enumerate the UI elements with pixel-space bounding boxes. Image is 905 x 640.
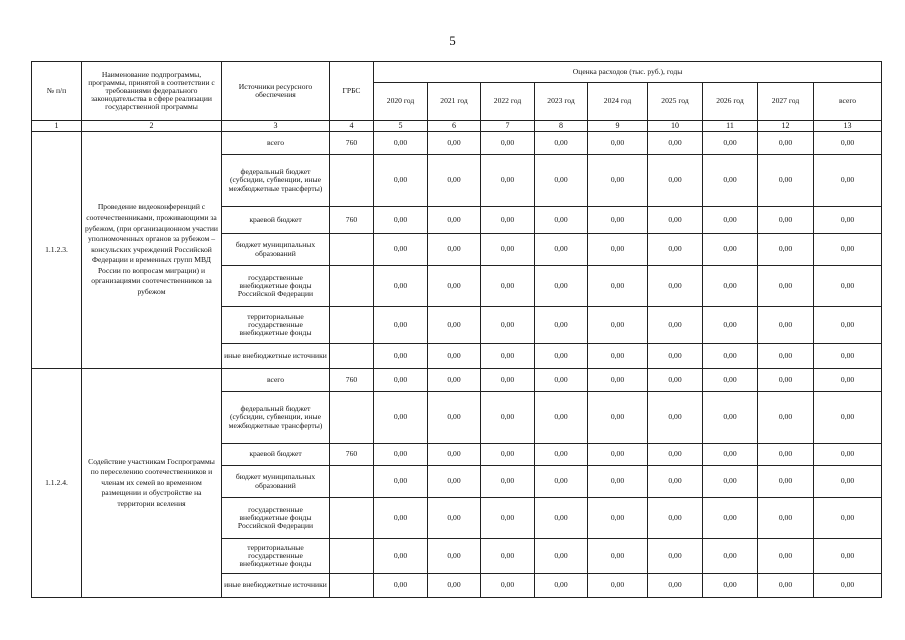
expense-value: 0,00 — [814, 307, 882, 344]
expense-value: 0,00 — [814, 444, 882, 466]
column-index: 11 — [703, 121, 758, 132]
expense-value: 0,00 — [703, 155, 758, 207]
funding-source: всего — [222, 132, 330, 155]
grbs-code — [330, 234, 374, 266]
expense-value: 0,00 — [428, 344, 481, 369]
expense-value: 0,00 — [481, 539, 535, 574]
item-number: 1.1.2.3. — [32, 132, 82, 369]
expense-value: 0,00 — [481, 266, 535, 307]
expense-value: 0,00 — [588, 234, 648, 266]
expense-value: 0,00 — [428, 266, 481, 307]
expense-value: 0,00 — [481, 207, 535, 234]
expense-value: 0,00 — [814, 369, 882, 392]
column-index: 12 — [758, 121, 814, 132]
expense-value: 0,00 — [814, 344, 882, 369]
expense-value: 0,00 — [703, 444, 758, 466]
expense-value: 0,00 — [374, 539, 428, 574]
grbs-code — [330, 392, 374, 444]
expense-value: 0,00 — [814, 574, 882, 598]
expense-value: 0,00 — [374, 207, 428, 234]
column-index-row — [32, 121, 882, 132]
grbs-code: 760 — [330, 132, 374, 155]
expense-value: 0,00 — [758, 466, 814, 498]
expense-value: 0,00 — [703, 498, 758, 539]
column-index: 6 — [428, 121, 481, 132]
funding-source: государственные внебюджетные фонды Российской Федерации — [222, 498, 330, 539]
expense-value: 0,00 — [758, 234, 814, 266]
expense-value: 0,00 — [374, 466, 428, 498]
header-grbs: ГРБС — [330, 62, 374, 121]
funding-source: иные внебюджетные источники — [222, 344, 330, 369]
expense-value: 0,00 — [535, 266, 588, 307]
column-index: 9 — [588, 121, 648, 132]
expense-value: 0,00 — [535, 392, 588, 444]
expense-value: 0,00 — [428, 539, 481, 574]
expense-value: 0,00 — [481, 444, 535, 466]
expense-value: 0,00 — [648, 392, 703, 444]
item-name: Содействие участникам Госпрограммы по переселению соотечественников и членам их семей во временном размещении и обустройстве на территории вселения — [82, 369, 222, 598]
expense-value: 0,00 — [814, 234, 882, 266]
expense-value: 0,00 — [648, 207, 703, 234]
expense-value: 0,00 — [481, 498, 535, 539]
table-row — [32, 132, 882, 155]
funding-source: федеральный бюджет (субсидии, субвенции, иные межбюджетные трансферты) — [222, 392, 330, 444]
expense-value: 0,00 — [648, 444, 703, 466]
column-index: 7 — [481, 121, 535, 132]
expense-value: 0,00 — [758, 444, 814, 466]
grbs-code — [330, 574, 374, 598]
expense-value: 0,00 — [535, 444, 588, 466]
column-index: 10 — [648, 121, 703, 132]
header-year-2: 2021 год — [428, 83, 481, 121]
expense-value: 0,00 — [481, 369, 535, 392]
expense-value: 0,00 — [588, 369, 648, 392]
header-name: Наименование подпрограммы, программы, принятой в соответствии с требованиями федерального законодательства в сфере реализации государственной программы — [82, 62, 222, 121]
column-index: 13 — [814, 121, 882, 132]
expense-value: 0,00 — [535, 574, 588, 598]
expense-value: 0,00 — [758, 155, 814, 207]
expense-value: 0,00 — [374, 444, 428, 466]
expense-value: 0,00 — [535, 344, 588, 369]
expense-value: 0,00 — [588, 444, 648, 466]
expense-value: 0,00 — [758, 498, 814, 539]
expense-value: 0,00 — [428, 369, 481, 392]
funding-source: краевой бюджет — [222, 444, 330, 466]
header-year-1: 2020 год — [374, 83, 428, 121]
column-index: 5 — [374, 121, 428, 132]
expense-value: 0,00 — [588, 344, 648, 369]
expense-value: 0,00 — [428, 307, 481, 344]
expense-value: 0,00 — [535, 307, 588, 344]
expense-value: 0,00 — [648, 155, 703, 207]
expense-value: 0,00 — [428, 444, 481, 466]
expense-value: 0,00 — [428, 132, 481, 155]
expense-value: 0,00 — [374, 574, 428, 598]
expense-value: 0,00 — [814, 539, 882, 574]
expense-value: 0,00 — [588, 498, 648, 539]
expense-value: 0,00 — [648, 266, 703, 307]
expense-value: 0,00 — [535, 207, 588, 234]
header-year-4: 2023 год — [535, 83, 588, 121]
expense-value: 0,00 — [703, 539, 758, 574]
expense-value: 0,00 — [535, 466, 588, 498]
funding-source: государственные внебюджетные фонды Российской Федерации — [222, 266, 330, 307]
expense-value: 0,00 — [588, 132, 648, 155]
item-number: 1.1.2.4. — [32, 369, 82, 598]
expense-value: 0,00 — [374, 369, 428, 392]
expense-value: 0,00 — [758, 574, 814, 598]
header-year-7: 2026 год — [703, 83, 758, 121]
expense-value: 0,00 — [481, 392, 535, 444]
expense-value: 0,00 — [703, 307, 758, 344]
header-year-6: 2025 год — [648, 83, 703, 121]
expense-value: 0,00 — [814, 266, 882, 307]
grbs-code: 760 — [330, 369, 374, 392]
grbs-code — [330, 466, 374, 498]
expense-value: 0,00 — [758, 307, 814, 344]
grbs-code — [330, 539, 374, 574]
expense-value: 0,00 — [758, 392, 814, 444]
expense-value: 0,00 — [428, 155, 481, 207]
expense-value: 0,00 — [758, 539, 814, 574]
expense-value: 0,00 — [648, 466, 703, 498]
expense-value: 0,00 — [703, 207, 758, 234]
expense-value: 0,00 — [703, 574, 758, 598]
expense-value: 0,00 — [588, 466, 648, 498]
expense-value: 0,00 — [374, 234, 428, 266]
grbs-code — [330, 498, 374, 539]
expense-value: 0,00 — [814, 132, 882, 155]
grbs-code — [330, 307, 374, 344]
expense-value: 0,00 — [428, 466, 481, 498]
header-source: Источники ресурсного обеспечения — [222, 62, 330, 121]
expense-value: 0,00 — [535, 234, 588, 266]
funding-source: иные внебюджетные источники — [222, 574, 330, 598]
column-index: 1 — [32, 121, 82, 132]
column-index: 4 — [330, 121, 374, 132]
funding-source: бюджет муниципальных образований — [222, 234, 330, 266]
header-expense-estimate: Оценка расходов (тыс. руб.), годы — [374, 62, 882, 83]
funding-source: краевой бюджет — [222, 207, 330, 234]
expense-value: 0,00 — [814, 466, 882, 498]
expense-value: 0,00 — [374, 266, 428, 307]
expense-value: 0,00 — [535, 132, 588, 155]
expense-value: 0,00 — [535, 498, 588, 539]
expense-value: 0,00 — [648, 234, 703, 266]
expense-value: 0,00 — [588, 539, 648, 574]
expense-value: 0,00 — [428, 207, 481, 234]
expense-value: 0,00 — [428, 234, 481, 266]
expense-value: 0,00 — [703, 369, 758, 392]
column-index: 8 — [535, 121, 588, 132]
expense-value: 0,00 — [703, 234, 758, 266]
expense-value: 0,00 — [814, 207, 882, 234]
expense-value: 0,00 — [481, 132, 535, 155]
expense-value: 0,00 — [588, 574, 648, 598]
expense-value: 0,00 — [758, 132, 814, 155]
grbs-code: 760 — [330, 207, 374, 234]
page-number: 5 — [449, 33, 456, 48]
expense-value: 0,00 — [703, 266, 758, 307]
header-year-8: 2027 год — [758, 83, 814, 121]
expense-value: 0,00 — [648, 574, 703, 598]
expense-value: 0,00 — [535, 369, 588, 392]
grbs-code — [330, 266, 374, 307]
expense-value: 0,00 — [374, 344, 428, 369]
expense-value: 0,00 — [374, 307, 428, 344]
grbs-code — [330, 155, 374, 207]
expense-value: 0,00 — [588, 207, 648, 234]
header-year-3: 2022 год — [481, 83, 535, 121]
expense-value: 0,00 — [588, 155, 648, 207]
expense-value: 0,00 — [374, 155, 428, 207]
expense-value: 0,00 — [481, 466, 535, 498]
column-index: 3 — [222, 121, 330, 132]
expense-value: 0,00 — [428, 392, 481, 444]
item-name: Проведение видеоконференций с соотечественниками, проживающими за рубежом, (при организационном участии уполномоченных органов за рубежом – консульских учреждений Российской Федерации и временных групп МВД России по вопросам миграции) и организациями соотечественников за рубежом — [82, 132, 222, 369]
grbs-code — [330, 344, 374, 369]
expense-value: 0,00 — [481, 574, 535, 598]
header-year-9: всего — [814, 83, 882, 121]
funding-source: территориальные государственные внебюджетные фонды — [222, 539, 330, 574]
expense-value: 0,00 — [703, 344, 758, 369]
expense-value: 0,00 — [758, 369, 814, 392]
expense-value: 0,00 — [648, 132, 703, 155]
expense-value: 0,00 — [374, 498, 428, 539]
expense-value: 0,00 — [535, 155, 588, 207]
header-number: № п/п — [32, 62, 82, 121]
expense-value: 0,00 — [758, 266, 814, 307]
funding-source: федеральный бюджет (субсидии, субвенции, иные межбюджетные трансферты) — [222, 155, 330, 207]
expense-value: 0,00 — [481, 234, 535, 266]
expense-value: 0,00 — [374, 132, 428, 155]
expense-value: 0,00 — [428, 498, 481, 539]
column-index: 2 — [82, 121, 222, 132]
expense-value: 0,00 — [535, 539, 588, 574]
funding-source: всего — [222, 369, 330, 392]
grbs-code: 760 — [330, 444, 374, 466]
expense-value: 0,00 — [481, 307, 535, 344]
expense-value: 0,00 — [648, 539, 703, 574]
funding-source: бюджет муниципальных образований — [222, 466, 330, 498]
expense-value: 0,00 — [588, 266, 648, 307]
expense-value: 0,00 — [588, 392, 648, 444]
expense-value: 0,00 — [758, 344, 814, 369]
budget-table — [31, 61, 882, 598]
expense-value: 0,00 — [648, 344, 703, 369]
expense-value: 0,00 — [648, 307, 703, 344]
expense-value: 0,00 — [481, 155, 535, 207]
expense-value: 0,00 — [814, 155, 882, 207]
expense-value: 0,00 — [428, 574, 481, 598]
expense-value: 0,00 — [481, 344, 535, 369]
header-year-5: 2024 год — [588, 83, 648, 121]
table-row — [32, 369, 882, 392]
expense-value: 0,00 — [703, 466, 758, 498]
expense-value: 0,00 — [648, 369, 703, 392]
expense-value: 0,00 — [588, 307, 648, 344]
expense-value: 0,00 — [703, 392, 758, 444]
expense-value: 0,00 — [758, 207, 814, 234]
expense-value: 0,00 — [814, 392, 882, 444]
expense-value: 0,00 — [703, 132, 758, 155]
expense-value: 0,00 — [374, 392, 428, 444]
funding-source: территориальные государственные внебюджетные фонды — [222, 307, 330, 344]
expense-value: 0,00 — [648, 498, 703, 539]
expense-value: 0,00 — [814, 498, 882, 539]
